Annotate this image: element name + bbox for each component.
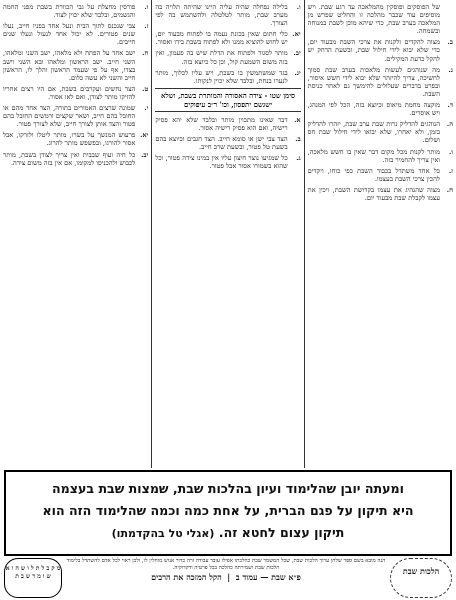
paragraph-number: ג.: [448, 65, 453, 74]
paragraph-number: [440, 3, 453, 35]
paragraph: [3, 49, 148, 81]
paragraph-number: ז.: [448, 166, 453, 175]
footer-page-info: פ״א שבת — עמוד ב: [235, 572, 301, 582]
paragraph: [3, 131, 148, 147]
paragraph: [155, 3, 300, 27]
paragraph-text: מצוה שהנהיג את עצמו בקדושת השבת, ויכין את עצמו לקבלת שבת מבעוד יום.: [307, 185, 440, 202]
paragraph-number: ט.: [142, 84, 149, 93]
banner-line-2: היא תיקון על פגם הברית, על אחת כמה וכמה שהלימוד הזה הוא: [42, 503, 414, 518]
paragraph-text: פורסין מחצלת על גבי הכוורת בשבת מפני החמה והגשמים, ובלבד שלא יכוין לצוד.: [3, 3, 136, 20]
paragraph-number: ג.: [296, 154, 301, 163]
paragraph-text: כל חיה ועוף שבבית ואין צריך לצודן בשבת, מותר לכבוש ולהכניסו למקומו, אם אין בזה משום צידה.: [3, 150, 136, 167]
paragraph-number: יב.: [141, 150, 149, 159]
column-left: [0, 0, 151, 468]
paragraph-text: מותר לסגור ולפתוח את הדלת שיש בה פעמון, ואין בזה משום השמעת קול, וכן כל כיוצא בזה.: [155, 49, 288, 66]
column-middle: [151, 0, 303, 468]
paragraph: [308, 120, 453, 144]
paragraph: [308, 66, 453, 98]
paragraph: [308, 3, 453, 35]
paragraph-number: יב.: [293, 49, 301, 58]
paragraph: [308, 148, 453, 164]
footer-signature-text: הקל המזכה את הרבים: [151, 572, 222, 582]
banner-line-1: ומעתה יובן שהלימוד ועיון בהלכות שבת, שמצות שבת בעצמה: [52, 481, 404, 496]
paragraph-number: ו.: [296, 3, 301, 11]
highlight-banner: [4, 470, 452, 556]
paragraph: [3, 22, 148, 46]
paragraph-text: מצוה להקדים ולקנות את צרכי השבת מבעוד יום, כדי שלא יבוא לידי חילול שבת, ובשעת הדחק יש להקל כדעת המקילים.: [307, 38, 440, 63]
paragraph-number: י.: [144, 104, 149, 113]
footer-signature: פ״א שבת — עמוד ב | הקל המזכה את הרבים: [151, 572, 301, 582]
paragraph: [155, 30, 300, 46]
paragraph-text: דבר שאינו מתכוין מותר ובלבד שלא יהא פסיק רישיה, ואם הוא פסיק רישיה אסור.: [155, 115, 288, 132]
paragraph-text: פרעוש המנשך על בשרו, מותר ליטלו ולזרקו, אבל אסור להורגו, ובפשפש מותר להרוג.: [3, 131, 136, 148]
paragraph: [308, 101, 453, 117]
paragraph-number: ו.: [449, 147, 453, 156]
paragraph-number: ד.: [447, 101, 453, 110]
paragraph: [308, 167, 453, 183]
paragraph-number: ח.: [142, 49, 149, 58]
footer: [4, 558, 452, 598]
paragraph-number: ה.: [446, 120, 453, 129]
paragraph-number: יא.: [140, 131, 149, 140]
paragraph: [3, 85, 148, 101]
paragraph-text: הנוהגים להדליק נרות שבת ערב שבת, יזהרו להדליק בזמן, ולא יאחרו, שלא יבואו לידי חילול שבת חס ושלום.: [307, 120, 440, 145]
footer-right-badge: הלכות שבת: [390, 558, 452, 598]
paragraph-text: של הפוסקים ופוסקין מהמלאכה עד רגע שבת. ויש מוסיפים עוד שכבר מהלכה זו והחליט שפרש מן המלאכה בערב שבת, כדי שיהא מוכן לשבת במנוחה ובשמחה.: [307, 3, 440, 36]
section-heading: סימן שטו - צידה האסורה והמותרת בשבת, ושלא ישגשם יתפסון, וכו' ר״ב עיפוקים: [155, 88, 300, 112]
paragraph-number: ב.: [447, 38, 453, 47]
banner-line-3: [12, 522, 444, 545]
paragraph-number: יא.: [292, 30, 301, 39]
paragraph: [3, 104, 148, 128]
paragraph-text: ישב אחד על הפתח ולא מלאהו, ישב השני ומלאהו, השני חייב. ישב הראשון ומלאהו ובא השני וישב בצדו, אף על פי שעמד הראשון והלך לו, הראשון חייב והשני לא עשה כלום.: [3, 49, 136, 82]
paragraph-text: כל אחד משתדל בכבוד השבת כפי כוחו, ויקדים להכין צרכי השבת בעצמו.: [307, 166, 440, 183]
paragraph-text: כל שמגיעו נוצר חיצון עליו אין במינו צידה פטור, וכל שהוא בשמורו אסור אבל פטור.: [155, 154, 288, 171]
paragraph-number: יג.: [294, 68, 301, 77]
paragraph-number: ב.: [295, 135, 301, 144]
footer-middle: [62, 558, 390, 598]
paragraph-text: הצד נחשים ועקרבים בשבת, אם היו רצים אחריו להזיקו מותר לצודן, ואם לאו אסור.: [3, 84, 136, 101]
paragraph-number: ו.: [144, 3, 149, 11]
paragraph-number: ז.: [144, 22, 149, 31]
paragraph-text: מוקצה מחמת מיאוס וכיוצא בזה, הכל לפי המנהג, ויש אוסרים.: [307, 101, 440, 118]
footer-left-badge: מ ק ב ל ת ל ו ש ה ו א ש ו מ ר ש ב ת: [4, 558, 62, 598]
paragraph: [308, 186, 453, 202]
banner-source: (אגלי טל בהקדמתו): [111, 527, 215, 540]
paragraph: [3, 3, 148, 19]
column-right: [304, 0, 456, 468]
paragraph-text: מותר לקנות מכל מקום דבר שאין בו חשש מלאכה, ואין צריך להחמיר בזה.: [307, 147, 440, 164]
paragraph-text: כלי חתום שאין בכונת נעמה בו לפתוח מבעוד יום, יש לחוש להוציא ממנו ולא לפתוח בשבת בידו ואסור.: [155, 30, 288, 47]
paragraph: [155, 69, 300, 85]
paragraph-text: בלילה נפחלה שהיה עליה היינו שהיתה תלויה בה מערב שבת, מותר לטלטלה ולהשתמש בה לפי הצורך.: [155, 3, 288, 28]
paragraph: [155, 116, 300, 132]
paragraph-number: ח.: [446, 185, 453, 194]
banner-line-3-text: תיקון עצום לחטא זה.: [218, 525, 345, 540]
paragraph-text: שמונה שרצים האמורים בתורה, הצד אחד מהם או החובל בהם חייב, ושאר שקצים ורמשים החובל בהם פטור והצד אותן לצורך חייב, שלא לצורך פטור.: [3, 104, 136, 129]
paragraph-number: א.: [294, 115, 301, 124]
paragraph: [3, 151, 148, 167]
footer-text: הנה מובא בשם ספר שלחן ערוך הלכות שבת, שכל המשמר שבת כהלכתו אפילו עובד עבודה זרה כדור אנוש מוחלין לו, ולכן ראוי לכל אדם להשתדל בלימוד הלכות שבת ושמירתה כהלכה בכל פרטיה ודקדוקיה.: [66, 558, 386, 571]
paragraph-text: הצד צבי ישן או סומא חייב. הצד חגבים וכיוצא בהם בשעת טל פטור, ובשעת שרב חייב.: [155, 135, 288, 152]
paragraph-text: בגד שמשתמשין בו בשבת, ויש עליו לכלוך, מותר לנערו בנחת, ובלבד שלא יכוין לנקותו.: [155, 68, 288, 85]
paragraph: [155, 154, 300, 170]
paragraph: [308, 38, 453, 62]
paragraph: [155, 49, 300, 65]
paragraph: [155, 135, 300, 151]
paragraph-text: צבי שנכנס לתוך הבית ונעל אחד בפניו חייב, נעלו שנים פטורים. לא יכול אחד לנעול ונעלו שנים חייבים.: [3, 22, 136, 47]
paragraph-text: מה שנוהגים לעשות מלאכות בערב שבת סמוך לחשיכה, צריך להיזהר שלא יבוא לידי חשש איסור, ובפרט בדברים שעלולים להימשך גם לאחר כניסת השבת.: [307, 65, 440, 98]
